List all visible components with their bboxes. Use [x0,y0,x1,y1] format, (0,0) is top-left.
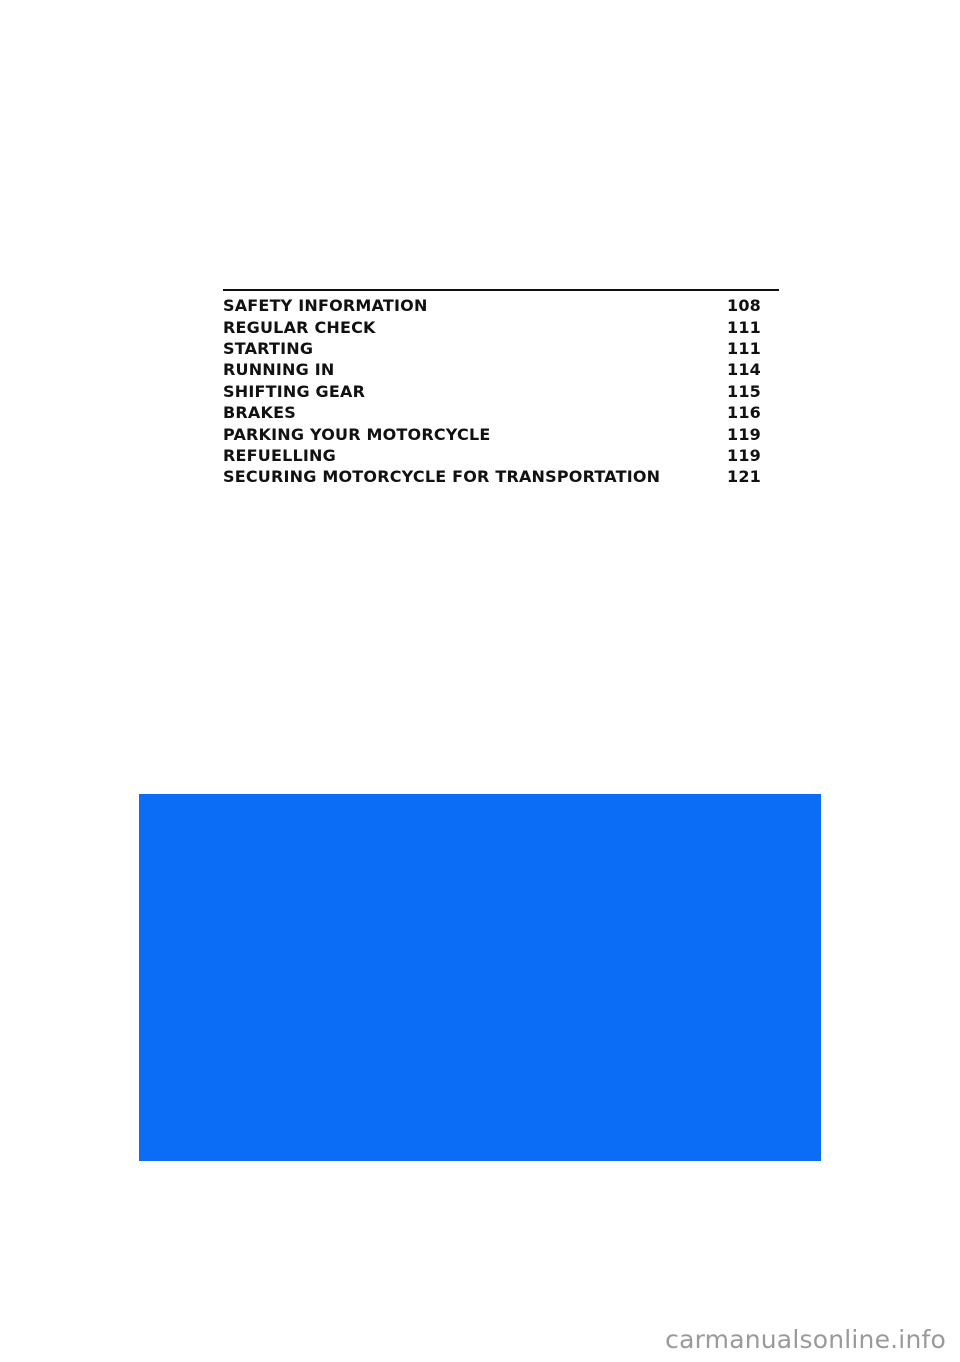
toc-entry-parking-your-motorcycle[interactable] [223,423,779,444]
toc-entry-title: SAFETY INFORMATION [223,296,428,316]
toc-entry-title: SECURING MOTORCYCLE FOR TRANSPORTATION [223,467,661,487]
toc-entry-title: BRAKES [223,403,296,423]
toc-entry-safety-information[interactable] [223,295,779,316]
toc-entry-brakes[interactable] [223,402,779,423]
toc-entry-regular-check[interactable] [223,316,779,337]
toc-entry-title: RUNNING IN [223,360,335,380]
toc-entry-title: STARTING [223,338,314,358]
toc-entry-page: 116 [727,403,761,423]
toc-entry-page: 119 [727,424,761,444]
toc-entry-title: REFUELLING [223,445,336,465]
toc-entry-page: 111 [727,338,761,358]
toc-entry-shifting-gear[interactable] [223,381,779,402]
toc-entry-page: 115 [727,381,761,401]
table-of-contents [223,289,779,488]
toc-entry-starting[interactable] [223,338,779,359]
watermark-text: carmanualsonline.info [665,1325,946,1354]
toc-entry-refuelling[interactable] [223,445,779,466]
toc-entry-page: 111 [727,317,761,337]
toc-entry-title: PARKING YOUR MOTORCYCLE [223,424,491,444]
blue-chapter-panel [139,794,821,1161]
toc-entry-securing-motorcycle[interactable] [223,466,779,487]
toc-entry-page: 108 [727,296,761,316]
toc-entry-page: 114 [727,360,761,380]
toc-entry-title: REGULAR CHECK [223,317,376,337]
toc-entry-page: 119 [727,445,761,465]
toc-entry-running-in[interactable] [223,359,779,380]
toc-entry-title: SHIFTING GEAR [223,381,366,401]
toc-entry-page: 121 [727,467,761,487]
